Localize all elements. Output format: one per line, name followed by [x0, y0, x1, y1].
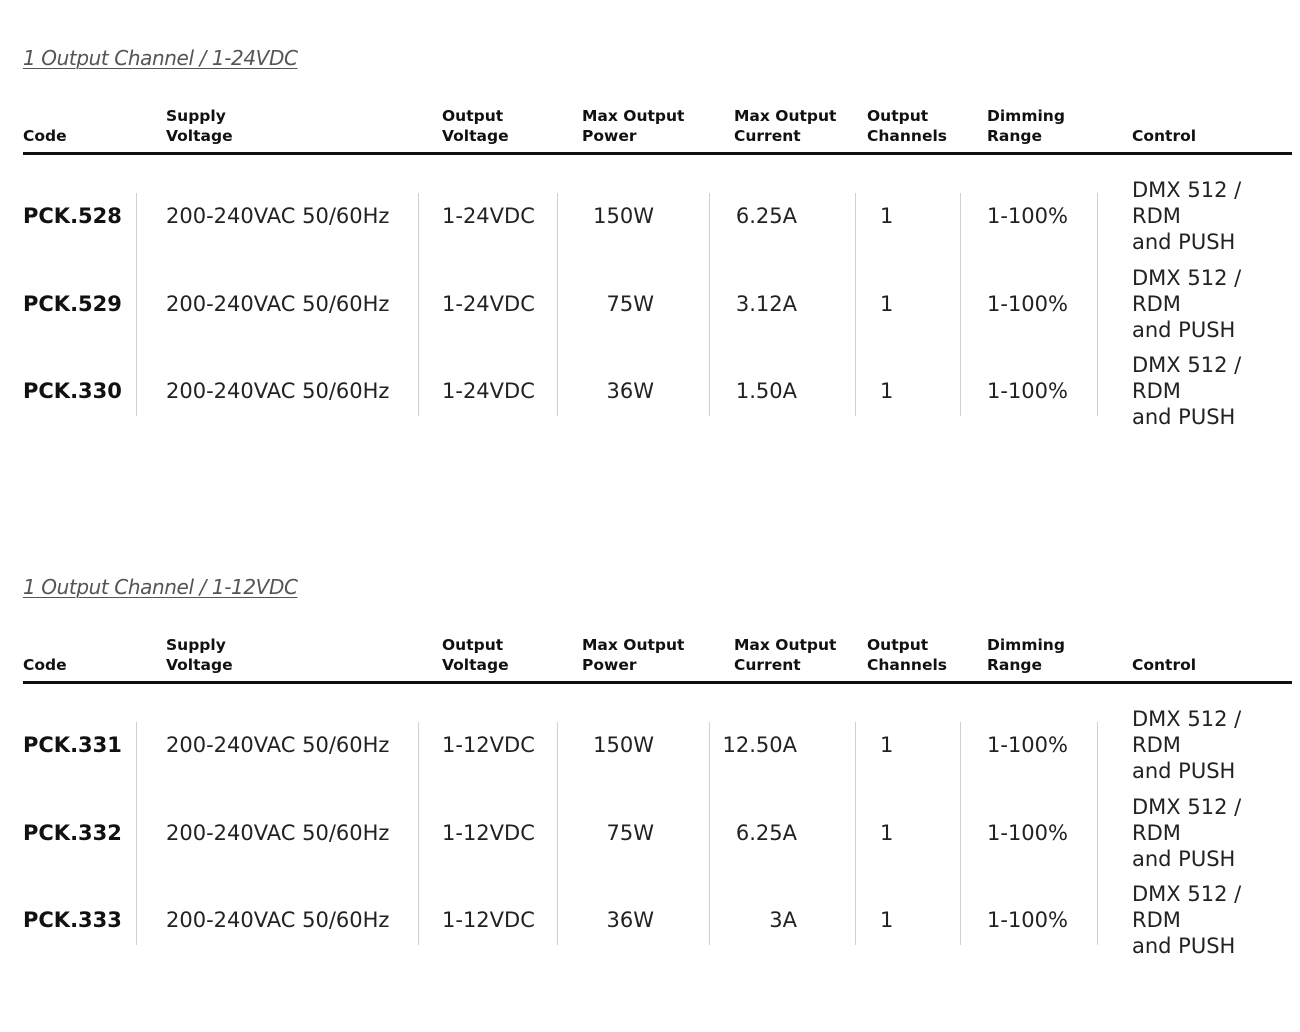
table-header	[0, 629, 1300, 681]
header-control	[1132, 126, 1196, 146]
table-row	[0, 347, 1300, 435]
header-supply-voltage	[166, 635, 233, 675]
header-dimming-range	[987, 635, 1065, 675]
product-code: PCK.528	[23, 204, 122, 228]
max-output-current: 3.12A	[735, 291, 797, 316]
product-code: PCK.330	[23, 379, 122, 403]
table-row	[0, 876, 1300, 964]
header-max-output-power-line2: Power	[582, 127, 637, 145]
max-output-power: 36W	[606, 379, 654, 403]
header-max-output-power-line1: Max Output	[582, 107, 685, 125]
header-code	[23, 655, 67, 675]
header-dimming-range-line2: Range	[987, 656, 1043, 674]
control-line1: DMX 512 / RDM	[1132, 178, 1242, 228]
header-max-output-current-line2: Current	[734, 127, 801, 145]
section-title: 1 Output Channel / 1-12VDC	[23, 575, 298, 599]
dimming-range: 1-100%	[987, 733, 1068, 757]
header-control-label: Control	[1132, 656, 1197, 674]
control-line2: and PUSH	[1132, 230, 1236, 254]
spec-section	[0, 529, 1300, 1029]
max-output-current: 6.25A	[735, 204, 797, 228]
header-dimming-range-line2: Range	[987, 127, 1043, 145]
header-max-output-current-line2: Current	[734, 656, 801, 674]
control-type	[1132, 352, 1292, 430]
header-supply-voltage-line1: Supply	[166, 636, 226, 654]
header-output-voltage-line2: Voltage	[442, 127, 509, 145]
control-type	[1132, 177, 1292, 255]
header-max-output-power-line2: Power	[582, 656, 637, 674]
dimming-range: 1-100%	[987, 379, 1068, 403]
output-voltage: 1-24VDC	[442, 291, 535, 316]
header-supply-voltage-line2: Voltage	[166, 656, 233, 674]
max-output-current: 3A	[769, 908, 797, 932]
max-output-power: 75W	[606, 820, 654, 845]
product-code: PCK.333	[23, 908, 122, 932]
control-line2: and PUSH	[1132, 846, 1236, 871]
header-supply-voltage-line1: Supply	[166, 107, 226, 125]
header-max-output-power	[582, 635, 684, 675]
header-rule	[23, 152, 1292, 155]
header-max-output-current	[734, 106, 836, 146]
supply-voltage: 200-240VAC 50/60Hz	[166, 379, 390, 403]
header-output-voltage-line2: Voltage	[442, 656, 509, 674]
output-channels: 1	[880, 379, 894, 403]
output-channels: 1	[880, 204, 894, 228]
control-line2: and PUSH	[1132, 317, 1236, 342]
control-line1: DMX 512 / RDM	[1132, 882, 1242, 932]
control-line2: and PUSH	[1132, 405, 1236, 429]
output-voltage: 1-12VDC	[442, 908, 535, 932]
header-supply-voltage-line2: Voltage	[166, 127, 233, 145]
output-channels: 1	[880, 908, 894, 932]
table-row	[0, 172, 1300, 260]
header-control	[1132, 655, 1196, 675]
supply-voltage: 200-240VAC 50/60Hz	[166, 820, 390, 845]
control-type	[1132, 265, 1292, 343]
dimming-range: 1-100%	[987, 204, 1068, 228]
output-channels: 1	[880, 291, 894, 316]
header-output-channels-line2: Channels	[867, 127, 947, 145]
max-output-power: 75W	[606, 291, 654, 316]
control-line1: DMX 512 / RDM	[1132, 353, 1242, 403]
header-code	[23, 126, 67, 146]
dimming-range: 1-100%	[987, 820, 1068, 845]
section-title: 1 Output Channel / 1-24VDC	[23, 46, 298, 70]
control-type	[1132, 794, 1292, 872]
table-row	[0, 789, 1300, 877]
header-output-voltage-line1: Output	[442, 636, 504, 654]
header-max-output-power-line1: Max Output	[582, 636, 685, 654]
control-type	[1132, 706, 1292, 784]
header-code-label: Code	[23, 656, 67, 674]
supply-voltage: 200-240VAC 50/60Hz	[166, 204, 390, 228]
max-output-power: 150W	[593, 204, 654, 228]
header-code-label: Code	[23, 127, 67, 145]
product-code: PCK.332	[23, 820, 122, 845]
header-max-output-power	[582, 106, 684, 146]
supply-voltage: 200-240VAC 50/60Hz	[166, 908, 390, 932]
header-dimming-range-line1: Dimming	[987, 107, 1065, 125]
header-output-channels	[867, 635, 947, 675]
output-voltage: 1-24VDC	[442, 204, 535, 228]
table-row	[0, 701, 1300, 789]
header-output-channels-line2: Channels	[867, 656, 947, 674]
table-row	[0, 260, 1300, 348]
dimming-range: 1-100%	[987, 908, 1068, 932]
max-output-current: 6.25A	[735, 820, 797, 845]
header-dimming-range-line1: Dimming	[987, 636, 1065, 654]
header-max-output-current	[734, 635, 836, 675]
header-dimming-range	[987, 106, 1065, 146]
header-output-voltage	[442, 635, 509, 675]
header-output-channels-line1: Output	[867, 107, 929, 125]
supply-voltage: 200-240VAC 50/60Hz	[166, 733, 390, 757]
output-channels: 1	[880, 733, 894, 757]
control-line1: DMX 512 / RDM	[1132, 794, 1242, 845]
header-output-voltage-line1: Output	[442, 107, 504, 125]
table-header	[0, 100, 1300, 152]
dimming-range: 1-100%	[987, 291, 1068, 316]
header-output-channels	[867, 106, 947, 146]
max-output-current: 12.50A	[722, 733, 797, 757]
header-max-output-current-line1: Max Output	[734, 107, 837, 125]
header-rule	[23, 681, 1292, 684]
spec-section	[0, 0, 1300, 500]
max-output-current: 1.50A	[735, 379, 797, 403]
control-line2: and PUSH	[1132, 759, 1236, 783]
product-code: PCK.529	[23, 291, 122, 316]
header-control-label: Control	[1132, 127, 1197, 145]
output-channels: 1	[880, 820, 894, 845]
header-output-voltage	[442, 106, 509, 146]
output-voltage: 1-12VDC	[442, 820, 535, 845]
control-type	[1132, 881, 1292, 959]
output-voltage: 1-12VDC	[442, 733, 535, 757]
output-voltage: 1-24VDC	[442, 379, 535, 403]
header-output-channels-line1: Output	[867, 636, 929, 654]
product-code: PCK.331	[23, 733, 122, 757]
max-output-power: 36W	[606, 908, 654, 932]
control-line1: DMX 512 / RDM	[1132, 265, 1242, 316]
header-supply-voltage	[166, 106, 233, 146]
control-line1: DMX 512 / RDM	[1132, 707, 1242, 757]
header-max-output-current-line1: Max Output	[734, 636, 837, 654]
supply-voltage: 200-240VAC 50/60Hz	[166, 291, 390, 316]
max-output-power: 150W	[593, 733, 654, 757]
control-line2: and PUSH	[1132, 934, 1236, 958]
